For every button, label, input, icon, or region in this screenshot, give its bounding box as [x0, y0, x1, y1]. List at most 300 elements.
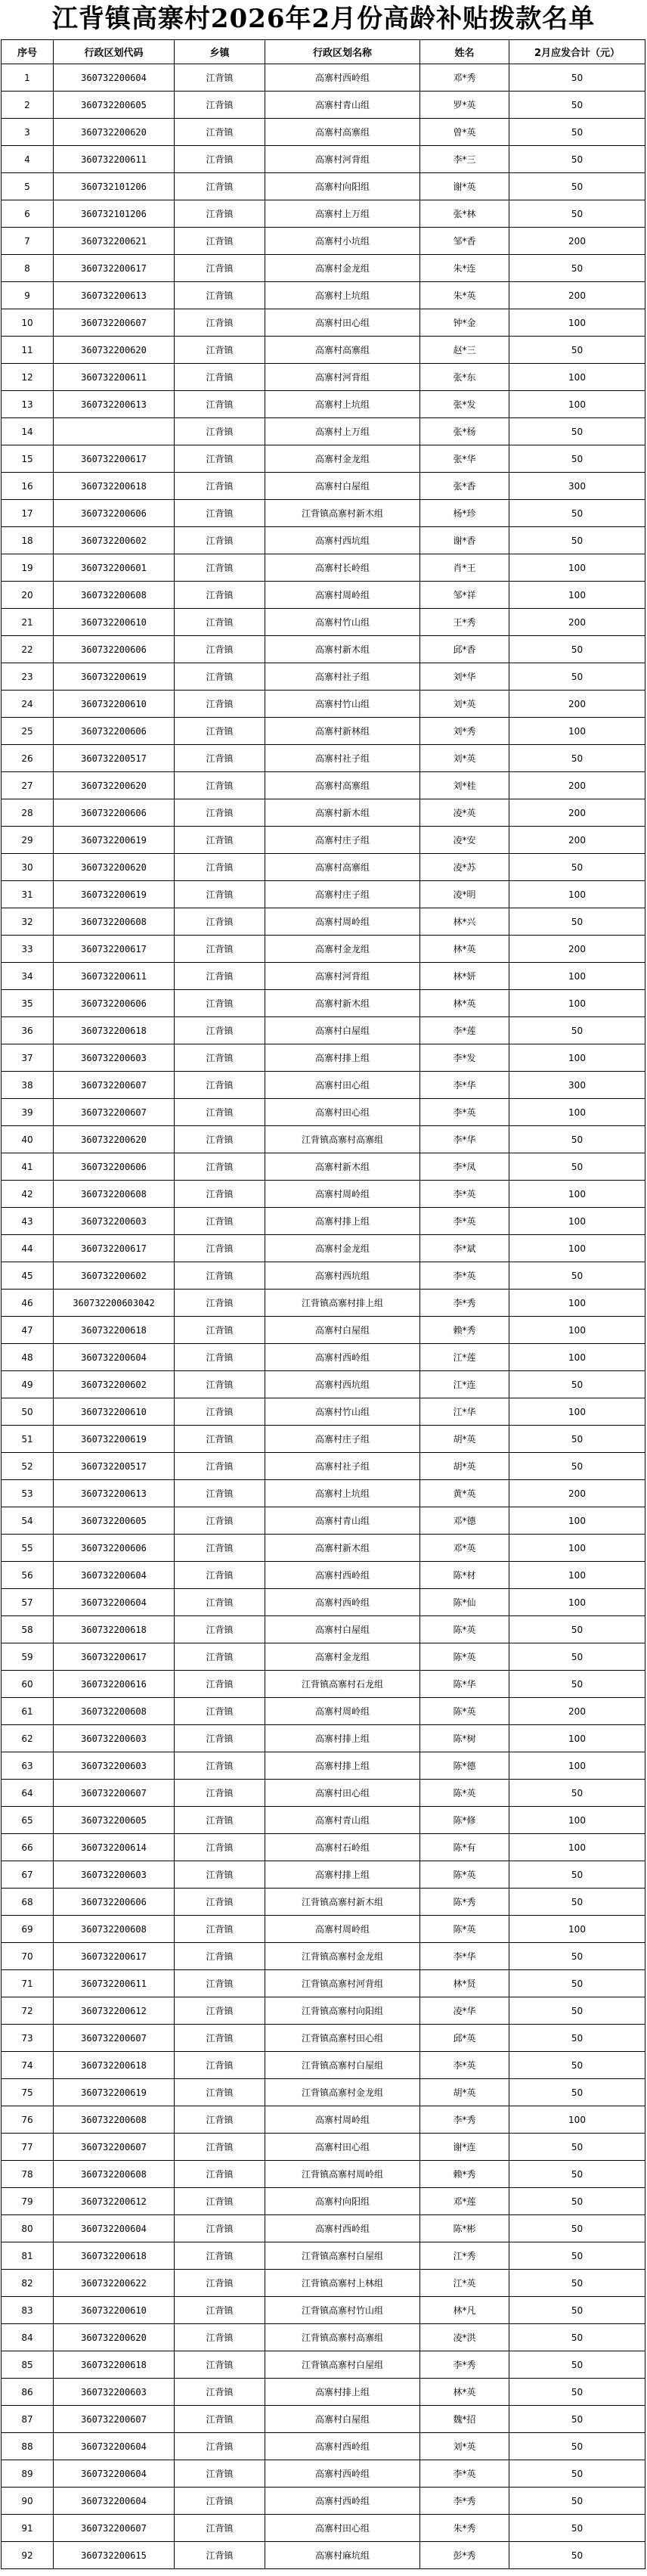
- cell-name: 江*连: [420, 1371, 509, 1398]
- cell-region-code: 360732200603042: [54, 1290, 175, 1317]
- cell-region-code: 360732200613: [54, 391, 175, 418]
- cell-region-name: 高寨村周岭组: [265, 908, 420, 936]
- table-row: [2, 1344, 645, 1371]
- cell-amount: 50: [509, 337, 645, 364]
- cell-township: 江背镇: [175, 1671, 265, 1698]
- cell-region-name: 高寨村金龙组: [265, 1643, 420, 1671]
- table-row: [2, 282, 645, 309]
- cell-index: 16: [2, 473, 54, 500]
- cell-amount: 50: [509, 2515, 645, 2542]
- cell-amount: 100: [509, 1099, 645, 1126]
- cell-region-name: 江背镇高寨村向阳组: [265, 1997, 420, 2025]
- cell-township: 江背镇: [175, 337, 265, 364]
- cell-region-name: 高寨村白屋组: [265, 2406, 420, 2433]
- cell-amount: 50: [509, 636, 645, 663]
- cell-amount: 50: [509, 445, 645, 473]
- cell-amount: 50: [509, 2270, 645, 2297]
- cell-region-code: 360732200617: [54, 936, 175, 963]
- table-row: [2, 1153, 645, 1181]
- cell-township: 江背镇: [175, 2106, 265, 2134]
- table-row: [2, 1752, 645, 1780]
- cell-region-name: 高寨村西岭组: [265, 2215, 420, 2242]
- cell-index: 62: [2, 1725, 54, 1752]
- table-row: [2, 146, 645, 173]
- cell-amount: 100: [509, 1290, 645, 1317]
- cell-region-name: 江背镇高寨村上林组: [265, 2270, 420, 2297]
- cell-index: 71: [2, 1970, 54, 1997]
- cell-township: 江背镇: [175, 691, 265, 718]
- cell-amount: 200: [509, 772, 645, 799]
- cell-region-code: [54, 418, 175, 445]
- cell-region-code: 360732200615: [54, 2542, 175, 2569]
- cell-region-name: 高寨村排上组: [265, 1752, 420, 1780]
- cell-region-code: 360732200619: [54, 2079, 175, 2106]
- cell-township: 江背镇: [175, 1208, 265, 1235]
- table-row: [2, 418, 645, 445]
- table-row: [2, 64, 645, 92]
- cell-index: 52: [2, 1453, 54, 1480]
- cell-name: 陈*仙: [420, 1589, 509, 1616]
- cell-region-code: 360732200605: [54, 92, 175, 119]
- cell-region-code: 360732200603: [54, 1208, 175, 1235]
- cell-township: 江背镇: [175, 1997, 265, 2025]
- cell-name: 李*秀: [420, 2106, 509, 2134]
- cell-index: 72: [2, 1997, 54, 2025]
- cell-township: 江背镇: [175, 1752, 265, 1780]
- cell-index: 28: [2, 799, 54, 827]
- cell-index: 59: [2, 1643, 54, 1671]
- table-row: [2, 1834, 645, 1861]
- cell-township: 江背镇: [175, 554, 265, 582]
- cell-township: 江背镇: [175, 881, 265, 908]
- cell-name: 邱*香: [420, 636, 509, 663]
- cell-index: 4: [2, 146, 54, 173]
- cell-region-name: 江背镇高寨村高寨组: [265, 2324, 420, 2351]
- cell-township: 江背镇: [175, 990, 265, 1017]
- cell-township: 江背镇: [175, 146, 265, 173]
- table-row: [2, 1725, 645, 1752]
- cell-name: 赖*秀: [420, 1317, 509, 1344]
- cell-township: 江背镇: [175, 663, 265, 691]
- cell-township: 江背镇: [175, 2215, 265, 2242]
- cell-township: 江背镇: [175, 854, 265, 881]
- cell-township: 江背镇: [175, 309, 265, 337]
- cell-index: 13: [2, 391, 54, 418]
- cell-name: 胡*英: [420, 2079, 509, 2106]
- cell-name: 张*林: [420, 200, 509, 228]
- cell-name: 邓*莲: [420, 2188, 509, 2215]
- table-row: [2, 1262, 645, 1290]
- cell-name: 李*英: [420, 2460, 509, 2488]
- table-row: [2, 473, 645, 500]
- table-row: [2, 2515, 645, 2542]
- header-name: 姓名: [420, 40, 509, 64]
- cell-region-name: 高寨村周岭组: [265, 582, 420, 609]
- cell-amount: 100: [509, 1235, 645, 1262]
- cell-township: 江背镇: [175, 799, 265, 827]
- cell-region-name: 高寨村向阳组: [265, 173, 420, 200]
- cell-region-name: 江背镇高寨村田心组: [265, 2025, 420, 2052]
- cell-township: 江背镇: [175, 936, 265, 963]
- cell-amount: 50: [509, 1889, 645, 1916]
- cell-region-code: 360732200622: [54, 2270, 175, 2297]
- cell-amount: 50: [509, 1943, 645, 1970]
- cell-township: 江背镇: [175, 1181, 265, 1208]
- table-row: [2, 1780, 645, 1807]
- cell-index: 66: [2, 1834, 54, 1861]
- cell-region-name: 高寨村田心组: [265, 1072, 420, 1099]
- cell-amount: 100: [509, 1044, 645, 1072]
- table-row: [2, 391, 645, 418]
- cell-index: 49: [2, 1371, 54, 1398]
- table-row: [2, 1916, 645, 1943]
- cell-region-name: 高寨村西岭组: [265, 2488, 420, 2515]
- cell-name: 林*凡: [420, 2297, 509, 2324]
- table-row: [2, 1235, 645, 1262]
- cell-index: 50: [2, 1398, 54, 1426]
- cell-index: 1: [2, 64, 54, 92]
- table-row: [2, 364, 645, 391]
- cell-region-name: 高寨村社子组: [265, 745, 420, 772]
- cell-amount: 50: [509, 2433, 645, 2460]
- cell-amount: 100: [509, 309, 645, 337]
- cell-amount: 50: [509, 2542, 645, 2569]
- cell-township: 江背镇: [175, 1834, 265, 1861]
- cell-amount: 300: [509, 473, 645, 500]
- cell-amount: 200: [509, 1698, 645, 1725]
- table-row: [2, 799, 645, 827]
- cell-region-name: 高寨村白屋组: [265, 473, 420, 500]
- cell-name: 陈*英: [420, 1616, 509, 1643]
- cell-region-name: 高寨村西岭组: [265, 2460, 420, 2488]
- table-row: [2, 663, 645, 691]
- cell-index: 67: [2, 1861, 54, 1889]
- table-row: [2, 908, 645, 936]
- cell-region-code: 360732200602: [54, 1371, 175, 1398]
- cell-index: 75: [2, 2079, 54, 2106]
- cell-region-code: 360732200614: [54, 1834, 175, 1861]
- cell-index: 68: [2, 1889, 54, 1916]
- cell-name: 谢*香: [420, 527, 509, 554]
- cell-region-name: 高寨村上万组: [265, 200, 420, 228]
- cell-amount: 100: [509, 391, 645, 418]
- header-township: 乡镇: [175, 40, 265, 64]
- cell-index: 80: [2, 2215, 54, 2242]
- cell-region-code: 360732200610: [54, 691, 175, 718]
- table-row: [2, 1317, 645, 1344]
- cell-amount: 100: [509, 554, 645, 582]
- cell-amount: 50: [509, 1126, 645, 1153]
- table-row: [2, 228, 645, 255]
- cell-township: 江背镇: [175, 1072, 265, 1099]
- table-row: [2, 2351, 645, 2379]
- cell-index: 54: [2, 1507, 54, 1535]
- cell-region-code: 360732200621: [54, 228, 175, 255]
- cell-index: 48: [2, 1344, 54, 1371]
- cell-name: 陈*修: [420, 1807, 509, 1834]
- cell-name: 谢*连: [420, 2134, 509, 2161]
- cell-amount: 50: [509, 2297, 645, 2324]
- cell-amount: 50: [509, 1780, 645, 1807]
- cell-name: 邓*英: [420, 1535, 509, 1562]
- cell-region-code: 360732200620: [54, 2324, 175, 2351]
- cell-region-code: 360732200603: [54, 1044, 175, 1072]
- cell-name: 刘*英: [420, 745, 509, 772]
- cell-name: 邓*德: [420, 1507, 509, 1535]
- table-row: [2, 1208, 645, 1235]
- cell-amount: 100: [509, 1807, 645, 1834]
- cell-name: 杨*珍: [420, 500, 509, 527]
- table-row: [2, 963, 645, 990]
- cell-index: 5: [2, 173, 54, 200]
- table-row: [2, 2542, 645, 2569]
- cell-region-code: 360732200603: [54, 2379, 175, 2406]
- cell-region-code: 360732200606: [54, 636, 175, 663]
- cell-region-name: 高寨村排上组: [265, 1044, 420, 1072]
- cell-index: 36: [2, 1017, 54, 1044]
- cell-name: 刘*英: [420, 691, 509, 718]
- cell-amount: 100: [509, 1916, 645, 1943]
- cell-region-name: 高寨村西岭组: [265, 2433, 420, 2460]
- cell-region-name: 江背镇高寨村白屋组: [265, 2351, 420, 2379]
- table-row: [2, 990, 645, 1017]
- table-row: [2, 554, 645, 582]
- cell-township: 江背镇: [175, 1290, 265, 1317]
- cell-amount: 100: [509, 881, 645, 908]
- cell-index: 58: [2, 1616, 54, 1643]
- cell-township: 江背镇: [175, 173, 265, 200]
- table-row: [2, 1535, 645, 1562]
- cell-region-name: 高寨村田心组: [265, 1099, 420, 1126]
- cell-amount: 50: [509, 119, 645, 146]
- cell-region-name: 江背镇高寨村石龙组: [265, 1671, 420, 1698]
- cell-amount: 50: [509, 2379, 645, 2406]
- cell-amount: 50: [509, 2488, 645, 2515]
- cell-township: 江背镇: [175, 500, 265, 527]
- cell-township: 江背镇: [175, 1970, 265, 1997]
- cell-name: 陈*有: [420, 1834, 509, 1861]
- table-row: [2, 2079, 645, 2106]
- table-row: [2, 1997, 645, 2025]
- table-row: [2, 309, 645, 337]
- cell-region-name: 高寨村石岭组: [265, 1834, 420, 1861]
- cell-index: 32: [2, 908, 54, 936]
- cell-name: 朱*秀: [420, 2515, 509, 2542]
- cell-amount: 50: [509, 1017, 645, 1044]
- cell-region-name: 高寨村西岭组: [265, 1562, 420, 1589]
- cell-township: 江背镇: [175, 1235, 265, 1262]
- table-row: [2, 2433, 645, 2460]
- cell-township: 江背镇: [175, 636, 265, 663]
- cell-amount: 50: [509, 418, 645, 445]
- cell-region-name: 高寨村金龙组: [265, 1235, 420, 1262]
- cell-name: 张*东: [420, 364, 509, 391]
- cell-region-name: 高寨村周岭组: [265, 1698, 420, 1725]
- table-row: [2, 1398, 645, 1426]
- cell-region-name: 高寨村排上组: [265, 1725, 420, 1752]
- cell-region-name: 高寨村金龙组: [265, 936, 420, 963]
- cell-region-code: 360732200605: [54, 1507, 175, 1535]
- cell-index: 79: [2, 2188, 54, 2215]
- cell-index: 83: [2, 2297, 54, 2324]
- cell-index: 91: [2, 2515, 54, 2542]
- cell-name: 钟*金: [420, 309, 509, 337]
- cell-name: 李*秀: [420, 2351, 509, 2379]
- table-row: [2, 1807, 645, 1834]
- cell-region-name: 江背镇高寨村金龙组: [265, 2079, 420, 2106]
- cell-index: 6: [2, 200, 54, 228]
- cell-region-name: 高寨村西坑组: [265, 527, 420, 554]
- cell-region-name: 高寨村河背组: [265, 146, 420, 173]
- cell-region-code: 360732200618: [54, 2242, 175, 2270]
- cell-township: 江背镇: [175, 2188, 265, 2215]
- cell-index: 55: [2, 1535, 54, 1562]
- cell-region-code: 360732200607: [54, 2134, 175, 2161]
- cell-name: 赵*三: [420, 337, 509, 364]
- cell-region-name: 高寨村上万组: [265, 418, 420, 445]
- cell-index: 10: [2, 309, 54, 337]
- cell-amount: 200: [509, 827, 645, 854]
- cell-index: 61: [2, 1698, 54, 1725]
- cell-index: 92: [2, 2542, 54, 2569]
- cell-amount: 200: [509, 609, 645, 636]
- cell-region-code: 360732200619: [54, 663, 175, 691]
- table-row: [2, 2270, 645, 2297]
- table-row: [2, 1371, 645, 1398]
- cell-township: 江背镇: [175, 119, 265, 146]
- cell-region-code: 360732200610: [54, 1398, 175, 1426]
- cell-index: 3: [2, 119, 54, 146]
- cell-index: 86: [2, 2379, 54, 2406]
- cell-region-name: 江背镇高寨村周岭组: [265, 2161, 420, 2188]
- cell-region-code: 360732200611: [54, 963, 175, 990]
- cell-region-code: 360732200604: [54, 2460, 175, 2488]
- cell-index: 25: [2, 718, 54, 745]
- table-row: [2, 1126, 645, 1153]
- table-row: [2, 1426, 645, 1453]
- cell-region-name: 江背镇高寨村新木组: [265, 500, 420, 527]
- cell-region-code: 360732200607: [54, 2025, 175, 2052]
- cell-name: 林*英: [420, 936, 509, 963]
- cell-region-code: 360732200608: [54, 2161, 175, 2188]
- cell-index: 84: [2, 2324, 54, 2351]
- cell-region-name: 高寨村长岭组: [265, 554, 420, 582]
- cell-region-name: 高寨村竹山组: [265, 691, 420, 718]
- cell-region-code: 360732200606: [54, 1535, 175, 1562]
- cell-amount: 100: [509, 1398, 645, 1426]
- cell-name: 江*秀: [420, 2242, 509, 2270]
- cell-name: 张*香: [420, 473, 509, 500]
- cell-region-name: 高寨村西岭组: [265, 1344, 420, 1371]
- cell-index: 56: [2, 1562, 54, 1589]
- cell-index: 2: [2, 92, 54, 119]
- cell-amount: 100: [509, 963, 645, 990]
- cell-township: 江背镇: [175, 1889, 265, 1916]
- cell-index: 19: [2, 554, 54, 582]
- cell-amount: 100: [509, 1344, 645, 1371]
- cell-region-code: 360732200612: [54, 1997, 175, 2025]
- cell-region-name: 高寨村白屋组: [265, 1616, 420, 1643]
- cell-region-code: 360732200620: [54, 1126, 175, 1153]
- cell-region-code: 360732200607: [54, 309, 175, 337]
- cell-region-code: 360732200617: [54, 1643, 175, 1671]
- cell-region-name: 高寨村河背组: [265, 963, 420, 990]
- table-row: [2, 1889, 645, 1916]
- table-row: [2, 1861, 645, 1889]
- cell-township: 江背镇: [175, 1562, 265, 1589]
- cell-region-code: 360732200607: [54, 2515, 175, 2542]
- cell-name: 刘*桂: [420, 772, 509, 799]
- cell-region-code: 360732200607: [54, 1780, 175, 1807]
- cell-township: 江背镇: [175, 1153, 265, 1181]
- cell-township: 江背镇: [175, 1371, 265, 1398]
- cell-region-code: 360732200613: [54, 282, 175, 309]
- cell-amount: 50: [509, 2052, 645, 2079]
- cell-region-code: 360732200612: [54, 2188, 175, 2215]
- cell-region-name: 高寨村上坑组: [265, 391, 420, 418]
- cell-index: 87: [2, 2406, 54, 2433]
- cell-index: 53: [2, 1480, 54, 1507]
- cell-region-code: 360732200603: [54, 1752, 175, 1780]
- cell-region-code: 360732200610: [54, 2297, 175, 2324]
- table-row: [2, 1698, 645, 1725]
- cell-region-code: 360732101206: [54, 173, 175, 200]
- cell-name: 李*华: [420, 1943, 509, 1970]
- cell-township: 江背镇: [175, 827, 265, 854]
- cell-name: 曾*英: [420, 119, 509, 146]
- cell-index: 21: [2, 609, 54, 636]
- cell-amount: 50: [509, 2215, 645, 2242]
- cell-name: 李*秀: [420, 1290, 509, 1317]
- cell-name: 邱*英: [420, 2025, 509, 2052]
- cell-region-name: 江背镇高寨村白屋组: [265, 2052, 420, 2079]
- allowance-table: [1, 39, 645, 2569]
- cell-township: 江背镇: [175, 963, 265, 990]
- cell-name: 凌*英: [420, 799, 509, 827]
- cell-region-name: 高寨村排上组: [265, 1861, 420, 1889]
- cell-index: 12: [2, 364, 54, 391]
- cell-name: 林*贤: [420, 1970, 509, 1997]
- cell-region-code: 360732200618: [54, 473, 175, 500]
- cell-index: 46: [2, 1290, 54, 1317]
- cell-region-code: 360732200607: [54, 1072, 175, 1099]
- table-row: [2, 1671, 645, 1698]
- cell-region-code: 360732200613: [54, 1480, 175, 1507]
- cell-region-name: 高寨村河背组: [265, 364, 420, 391]
- cell-name: 朱*连: [420, 255, 509, 282]
- table-row: [2, 92, 645, 119]
- table-row: [2, 1453, 645, 1480]
- cell-amount: 50: [509, 663, 645, 691]
- table-row: [2, 1562, 645, 1589]
- cell-township: 江背镇: [175, 2324, 265, 2351]
- cell-region-name: 江背镇高寨村排上组: [265, 1290, 420, 1317]
- cell-index: 40: [2, 1126, 54, 1153]
- cell-amount: 200: [509, 282, 645, 309]
- table-row: [2, 1099, 645, 1126]
- table-row: [2, 255, 645, 282]
- cell-region-name: 高寨村高寨组: [265, 854, 420, 881]
- header-index: 序号: [2, 40, 54, 64]
- cell-township: 江背镇: [175, 282, 265, 309]
- cell-region-name: 高寨村上坑组: [265, 1480, 420, 1507]
- cell-name: 邹*香: [420, 228, 509, 255]
- cell-region-code: 360732200606: [54, 1889, 175, 1916]
- cell-region-name: 高寨村社子组: [265, 1453, 420, 1480]
- cell-township: 江背镇: [175, 2542, 265, 2569]
- table-row: [2, 582, 645, 609]
- table-row: [2, 2324, 645, 2351]
